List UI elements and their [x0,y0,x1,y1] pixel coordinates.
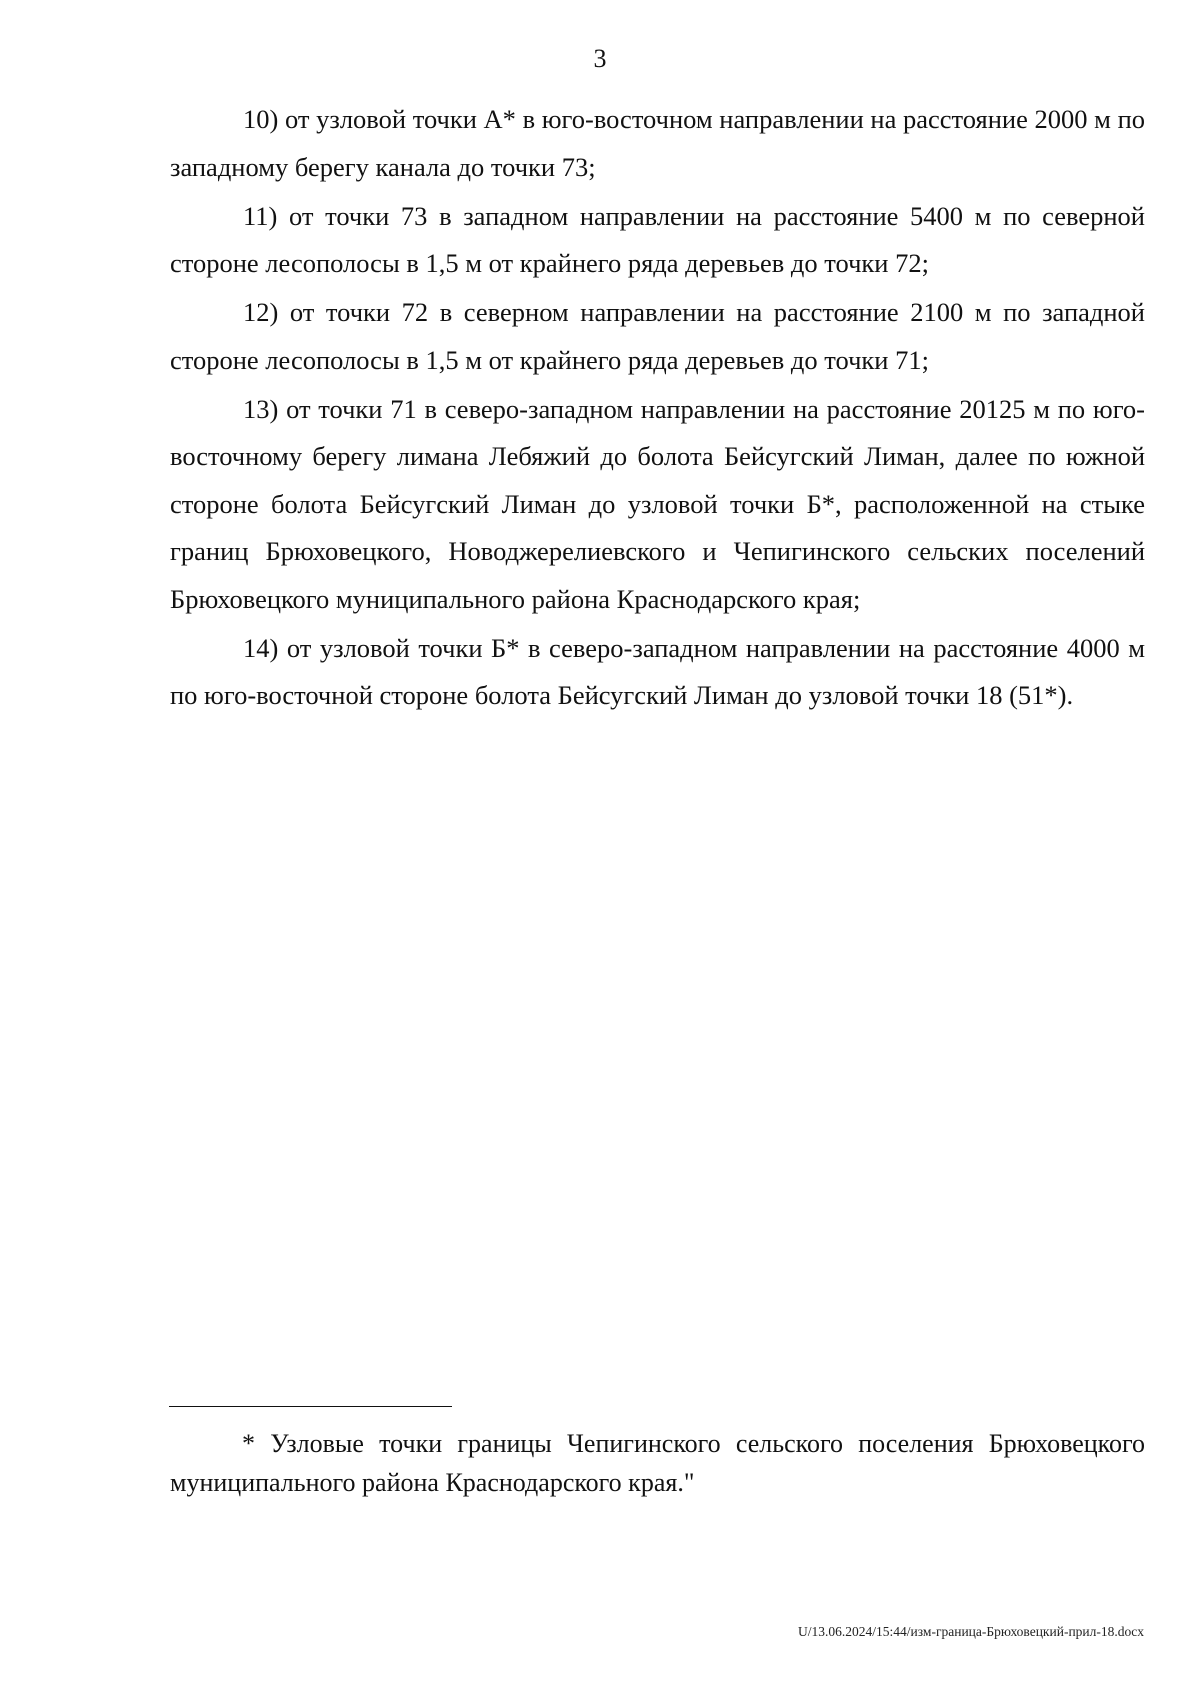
footnote-separator [169,1406,452,1408]
paragraph-item-14: 14) от узловой точки Б* в северо-западном направлении на расстояние 4000 м по юго-восточной стороне болота Бейсугский Лиман до узловой точки 18 (51*). [170,632,1145,710]
document-body [170,96,1145,721]
paragraph-item-10: 10) от узловой точки А* в юго-восточном направлении на расстояние 2000 м по западному берегу канала до точки 73; [170,104,1145,182]
paragraph-item-11: 11) от точки 73 в западном направлении на расстояние 5400 м по северной стороне лесополосы в 1,5 м от крайнего ряда деревьев до точки 72; [170,200,1145,278]
page-number: 3 [593,44,607,73]
file-path-stamp: U/13.06.2024/15:44/изм-граница-Брюховецкий-прил-18.docx [798,1624,1144,1639]
paragraph-item-12: 12) от точки 72 в северном направлении на расстояние 2100 м по западной стороне лесополосы в 1,5 м от крайнего ряда деревьев до точки 71; [170,297,1145,375]
paragraph-item-13: 13) от точки 71 в северо-западном направлении на расстояние 20125 м по юго-восточному берегу лимана Лебяжий до болота Бейсугский Лиман, далее по южной стороне болота Бейсугский Лиман до узловой точки Б*, расположенной на стыке границ Брюховецкого, Новоджерелиевского и Чепигинского сельских поселений Брюховецкого муниципального района Краснодарского края; [170,393,1145,614]
footnote: * Узловые точки границы Чепигинского сельского поселения Брюховецкого муниципального района Краснодарского края." [170,1429,1145,1497]
